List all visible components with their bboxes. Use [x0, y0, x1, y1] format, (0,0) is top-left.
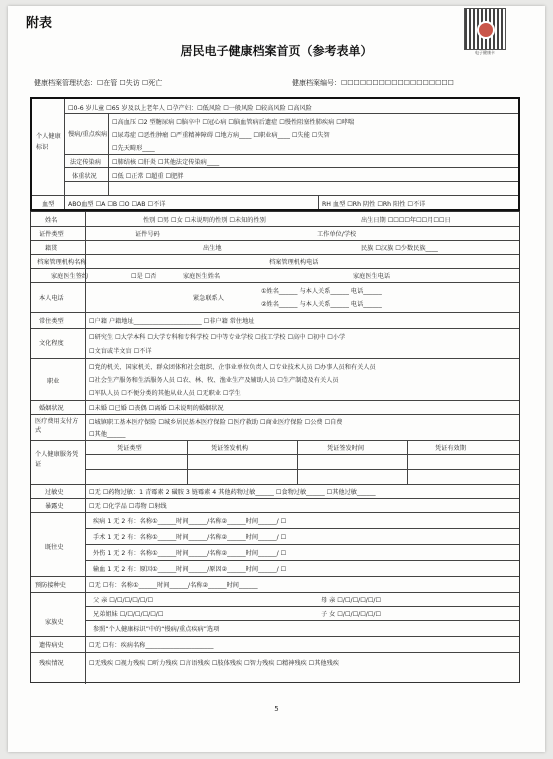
label-native-place: 籍贯	[45, 245, 58, 252]
family-doctor-options: ☐是 ☐否	[131, 273, 157, 280]
label-family-doctor: 家庭医生签约	[51, 273, 89, 280]
abo-options: ABO血型 ☐A ☐B ☐O ☐AB ☐不详	[68, 201, 166, 208]
label-doctor-name: 家庭医生姓名	[183, 273, 221, 280]
past-transfusion: 输血 1 无 2 有：原因①______时间______/原因②______时间______/ ☐	[93, 566, 287, 573]
occupation-options-3: ☐军队人员 ☐不便分类的其他从业人员 ☐无职业 ☐学生	[89, 390, 241, 397]
ethnicity-options: 民族 ☐汉族 ☐少数民族____	[361, 245, 438, 252]
vaccination-options: ☐无 ☐有：名称①______时间______/名称②______时间______	[89, 582, 258, 589]
label-vaccination: 预防接种史	[35, 582, 66, 589]
family-father: 父 亲 ☐/☐/☐/☐/☐/☐	[93, 597, 154, 604]
family-siblings: 兄弟姐妹 ☐/☐/☐/☐/☐/☐	[93, 611, 164, 618]
label-past-history: 既往史	[45, 544, 64, 551]
label-payment: 医疗费用支付方式	[35, 418, 79, 434]
label-genetic: 遗传病史	[39, 642, 64, 649]
label-doctor-phone: 家庭医生电话	[353, 273, 391, 280]
label-id-type: 证件类型	[39, 231, 64, 238]
education-options-2: ☐文盲或半文盲 ☐不详	[89, 348, 152, 355]
basic-info-table	[30, 211, 520, 683]
infectious-options: ☐肺结核 ☐肝炎 ☐其他法定传染病____	[112, 159, 220, 166]
voucher-col-type: 凭证类型	[117, 445, 142, 452]
voucher-col-issuer: 凭证签发机构	[211, 445, 249, 452]
exposure-options: ☐无 ☐化学品 ☐毒物 ☐射线	[89, 503, 167, 510]
blood-label: 血型	[42, 201, 55, 208]
rh-options: RH 血型 ☐Rh 阴性 ☐Rh 阳性 ☐不详	[322, 201, 426, 208]
occupation-options-2: ☐社会生产服务和生活服务人员 ☐农、林、牧、渔业生产及辅助人员 ☐生产制造及有关人员	[89, 377, 339, 384]
label-agency-name: 档案管理机构名称	[37, 259, 87, 266]
chronic-options-3: ☐先天畸形____	[112, 145, 155, 152]
management-status: 健康档案管理状态：☐在管 ☐失访 ☐死亡	[34, 79, 163, 87]
birth-date: 出生日期 ☐☐☐☐年☐☐月☐☐日	[361, 217, 451, 224]
label-education: 文化程度	[39, 340, 64, 347]
allergy-options: ☐无 ☐药物过敏：1 青霉素 2 磺胺 3 链霉素 4 其他药物过敏______ ☐食物过敏______ ☐其他过敏______	[89, 489, 376, 496]
chronic-options-2: ☐尿毒症 ☐恶性肿瘤 ☐严重精神障碍 ☐地方病____ ☐职业病____ ☐失能 ☐失智	[112, 132, 330, 139]
label-allergy: 过敏史	[45, 489, 64, 496]
chronic-label: 慢病/重点疾病	[68, 131, 108, 138]
population-options: ☐0-6 岁儿童 ☐65 岁及以上老年人 ☐孕产妇：☐低风险 ☐一般风险 ☐较高风险 ☐高风险	[68, 105, 312, 112]
label-health-voucher: 个人健康服务凭证	[35, 451, 79, 468]
gender-options: 性别 ☐男 ☐女 ☐未说明的性别 ☐未知的性别	[143, 217, 266, 224]
qr-caption: 电子健康卡	[475, 50, 495, 55]
page-title: 居民电子健康档案首页（参考表单）	[180, 44, 373, 58]
label-birthplace: 出生地	[203, 245, 222, 252]
education-options-1: ☐研究生 ☐大学本科 ☐大学专科和专科学校 ☐中等专业学校 ☐技工学校 ☐高中 ☐初中 ☐小学	[89, 334, 346, 341]
emergency-contact-2: ②姓名______ 与本人关系______ 电话______	[261, 301, 382, 308]
past-injury: 外伤 1 无 2 有：名称①______时间______/名称②______时间______/ ☐	[93, 550, 287, 557]
label-family-history: 家族史	[45, 619, 64, 626]
appendix-label: 附表	[26, 16, 53, 31]
payment-options-2: ☐其他______	[89, 431, 126, 438]
label-disability: 残疾情况	[39, 660, 64, 667]
label-occupation: 职业	[47, 378, 60, 385]
emergency-contact-1: ①姓名______ 与本人关系______ 电话______	[261, 288, 382, 295]
disability-options: ☐无残疾 ☐视力残疾 ☐听力残疾 ☐言语残疾 ☐肢体残疾 ☐智力残疾 ☐精神残疾 ☐其他残疾	[89, 660, 339, 667]
label-emergency-contact: 紧急联系人	[193, 295, 224, 302]
label-name: 姓名	[45, 217, 58, 224]
infectious-label: 法定传染病	[70, 159, 101, 166]
marital-options: ☐未婚 ☐已婚 ☐丧偶 ☐离婚 ☐未说明的婚姻状况	[89, 405, 224, 412]
payment-options-1: ☐城镇职工基本医疗保险 ☐城乡居民基本医疗保险 ☐医疗救助 ☐商业医疗保险 ☐公费 ☐自费	[89, 419, 343, 426]
occupation-options-1: ☐党的机关、国家机关、群众团体和社会组织、企事业单位负责人 ☐专业技术人员 ☐办事人员和有关人员	[89, 364, 376, 371]
health-id-label: 个人健康标识	[36, 133, 61, 151]
weight-options: ☐低 ☐正常 ☐超重 ☐肥胖	[112, 173, 184, 180]
health-id-section	[30, 97, 520, 211]
past-disease: 疾病 1 无 2 有：名称①______时间______/名称②______时间______/ ☐	[93, 518, 287, 525]
label-id-number: 证件号码	[135, 231, 160, 238]
genetic-options: ☐无 ☐有：疾病名称______________________	[89, 642, 214, 649]
record-number: 健康档案编号：☐☐☐☐☐☐☐☐☐☐☐☐☐☐☐☐☐☐	[292, 79, 454, 87]
family-history-note: 参照“个人健康标识”中的“慢病/重点疾病”选项	[93, 626, 220, 633]
chronic-options-1: ☐高血压 ☐2 型糖尿病 ☐脑卒中 ☐冠心病 ☐脑血管病后遗症 ☐慢性阻塞性肺疾病 ☐哮喘	[112, 119, 355, 126]
past-surgery: 手术 1 无 2 有：名称①______时间______/名称②______时间______/ ☐	[93, 534, 287, 541]
family-children: 子 女 ☐/☐/☐/☐/☐/☐	[321, 611, 382, 618]
label-agency-phone: 档案管理机构电话	[269, 259, 319, 266]
label-exposure: 暴露史	[45, 503, 64, 510]
label-residence: 常住类型	[39, 318, 64, 325]
family-mother: 母 亲 ☐/☐/☐/☐/☐/☐	[321, 597, 382, 604]
label-phone: 本人电话	[39, 295, 64, 302]
voucher-col-date: 凭证签发时间	[327, 445, 365, 452]
weight-label: 体重状况	[72, 173, 97, 180]
voucher-col-validity: 凭证有效期	[435, 445, 466, 452]
label-employer: 工作单位/学校	[317, 231, 357, 238]
label-marital: 婚姻状况	[39, 405, 64, 412]
residence-options: ☐户籍 户籍地址______________________ ☐非户籍 常住地址	[89, 318, 255, 325]
page-number: 5	[274, 705, 279, 713]
